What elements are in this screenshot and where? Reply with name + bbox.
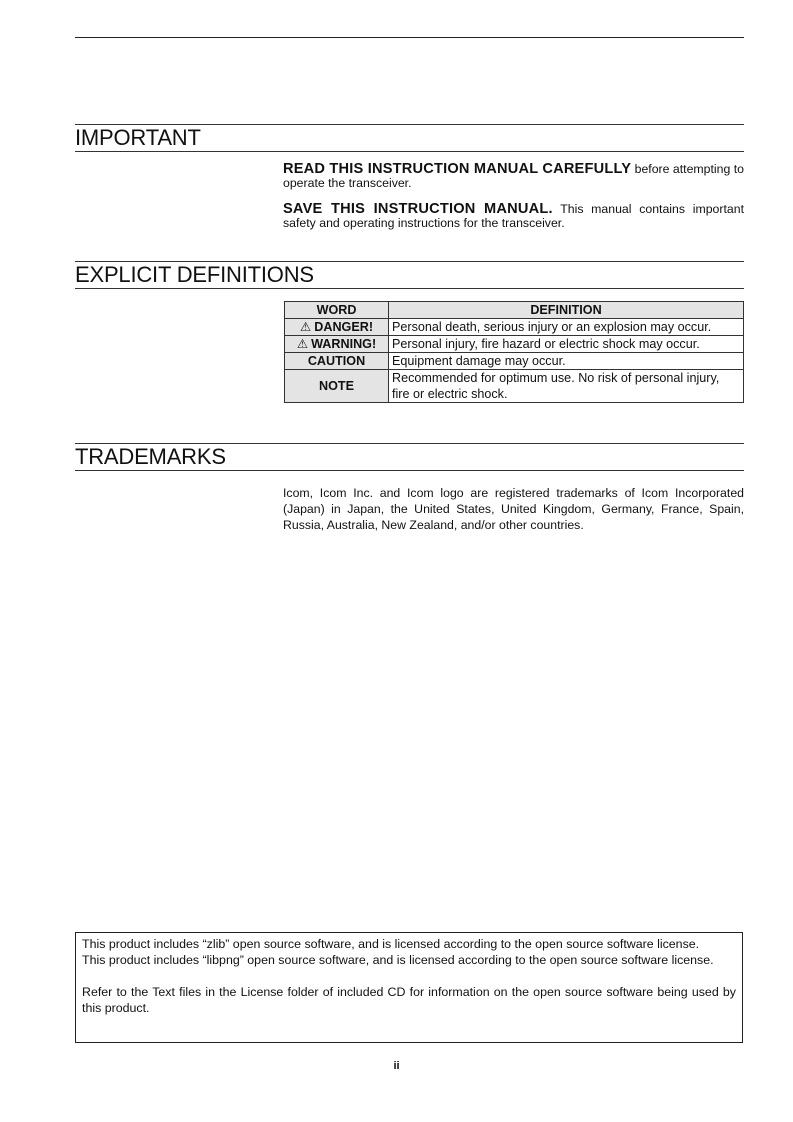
section-heading-important <box>75 124 744 152</box>
warning-triangle-icon: ⚠ <box>296 337 309 351</box>
table-row <box>285 319 744 336</box>
trademarks-heading: TRADEMARKS <box>75 444 226 469</box>
top-rule <box>75 37 744 38</box>
important-heading: IMPORTANT <box>75 125 201 150</box>
word-label: DANGER! <box>314 320 374 334</box>
definitions-table <box>284 301 744 403</box>
col-word-header: WORD <box>285 302 389 319</box>
definition-cell: Personal death, serious injury or an explosion may occur. <box>389 319 744 336</box>
table-header-row <box>285 302 744 319</box>
read-manual-paragraph <box>283 162 744 190</box>
save-manual-text: This manual contains important safety and operating instructions for the transceiver. <box>283 202 744 230</box>
read-manual-bold: READ THIS INSTRUCTION MANUAL CAREFULLY <box>283 161 632 177</box>
definitions-heading: EXPLICIT DEFINITIONS <box>75 262 314 287</box>
save-manual-paragraph <box>283 202 744 230</box>
section-heading-definitions <box>75 261 744 289</box>
license-box <box>75 932 743 1043</box>
page-number: ii <box>393 1060 400 1072</box>
definition-cell: Personal injury, fire hazard or electric shock may occur. <box>389 336 744 353</box>
cd-license-notice: Refer to the Text files in the License folder of included CD for information on the open source software being used by this product. <box>82 985 736 1015</box>
section-heading-trademarks <box>75 443 744 471</box>
warning-triangle-icon: ⚠ <box>299 320 312 334</box>
libpng-notice: This product includes “libpng” open source software, and is licensed according to the open source software license. <box>82 953 714 967</box>
spacer <box>82 968 736 984</box>
word-cell <box>285 336 389 353</box>
word-label: WARNING! <box>311 337 377 351</box>
definition-cell: Recommended for optimum use. No risk of personal injury, fire or electric shock. <box>389 370 744 403</box>
read-manual-text: before attempting to operate the transceiver. <box>283 162 744 190</box>
zlib-notice: This product includes “zlib” open source software, and is licensed according to the open source software license. <box>82 937 700 951</box>
table-row <box>285 370 744 403</box>
table-row <box>285 353 744 370</box>
table-row <box>285 336 744 353</box>
save-manual-bold: SAVE THIS INSTRUCTION MANUAL. <box>283 201 553 217</box>
word-cell: NOTE <box>285 370 389 403</box>
word-cell: CAUTION <box>285 353 389 370</box>
definition-cell: Equipment damage may occur. <box>389 353 744 370</box>
trademarks-text: Icom, Icom Inc. and Icom logo are registered trademarks of Icom Incorporated (Japan) in Japan, the United States, United Kingdom, Germany, France, Spain, Russia, Australia, New Zealand, and/or other countries. <box>283 486 744 532</box>
word-cell <box>285 319 389 336</box>
col-definition-header: DEFINITION <box>389 302 744 319</box>
